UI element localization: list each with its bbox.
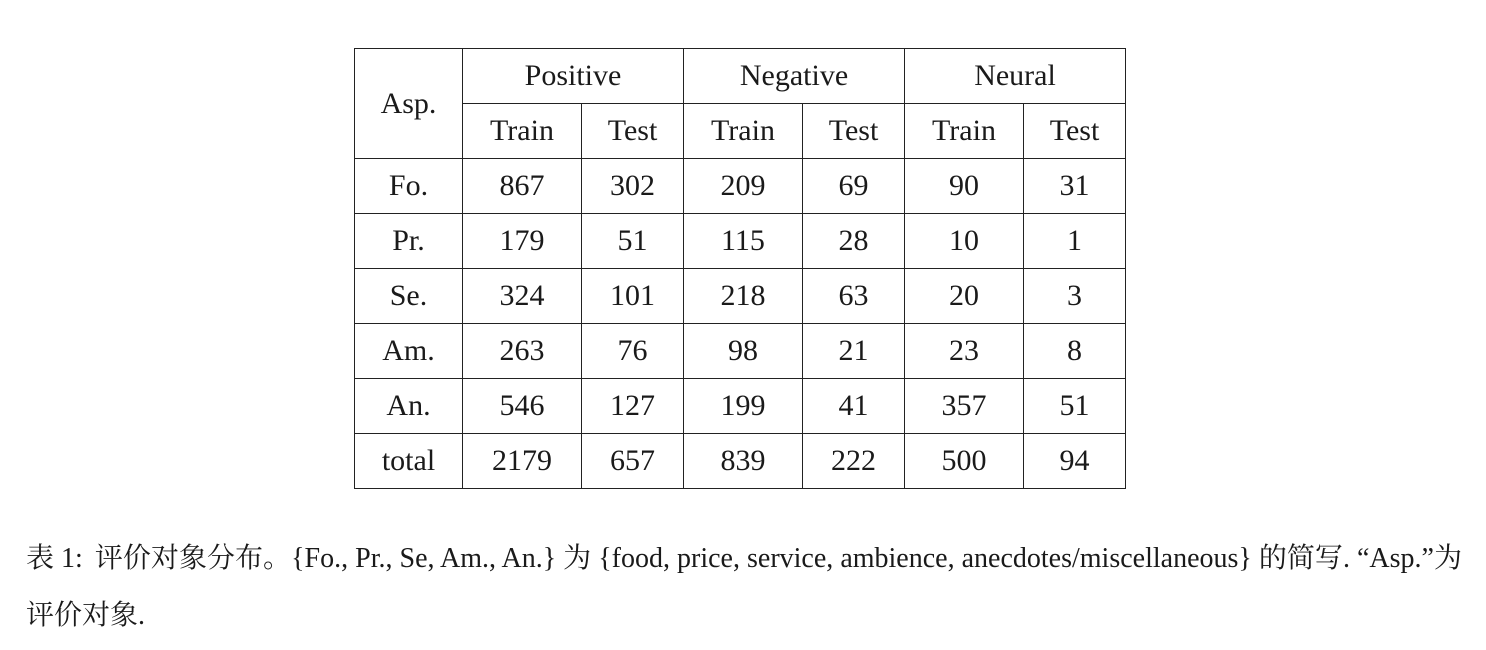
aspect-cell: Am.: [355, 324, 463, 379]
table-row-total: [355, 434, 1126, 489]
value-cell: 8: [1024, 324, 1126, 379]
value-cell: 209: [684, 159, 803, 214]
group-header-negative: Negative: [684, 49, 905, 104]
value-cell: 98: [684, 324, 803, 379]
group-header-positive: Positive: [463, 49, 684, 104]
aspect-cell: An.: [355, 379, 463, 434]
value-cell: 302: [582, 159, 684, 214]
value-cell: 127: [582, 379, 684, 434]
value-cell: 101: [582, 269, 684, 324]
value-cell: 218: [684, 269, 803, 324]
value-cell: 500: [905, 434, 1024, 489]
value-cell: 10: [905, 214, 1024, 269]
value-cell: 546: [463, 379, 582, 434]
value-cell: 263: [463, 324, 582, 379]
value-cell: 23: [905, 324, 1024, 379]
subheader-cell: Test: [582, 104, 684, 159]
value-cell: 1: [1024, 214, 1126, 269]
value-cell: 115: [684, 214, 803, 269]
value-cell: 21: [803, 324, 905, 379]
value-cell: 63: [803, 269, 905, 324]
value-cell: 867: [463, 159, 582, 214]
aspect-cell: Se.: [355, 269, 463, 324]
value-cell: 179: [463, 214, 582, 269]
value-cell: 222: [803, 434, 905, 489]
subheader-cell: Test: [1024, 104, 1126, 159]
value-cell: 51: [582, 214, 684, 269]
value-cell: 76: [582, 324, 684, 379]
subheader-cell: Train: [463, 104, 582, 159]
table-row: [355, 324, 1126, 379]
aspect-cell: Fo.: [355, 159, 463, 214]
value-cell: 20: [905, 269, 1024, 324]
aspect-column-header: Asp.: [355, 49, 463, 159]
value-cell: 324: [463, 269, 582, 324]
subheader-cell: Train: [684, 104, 803, 159]
caption-label: 表 1:: [26, 543, 83, 574]
value-cell: 28: [803, 214, 905, 269]
value-cell: 357: [905, 379, 1024, 434]
table-row: [355, 214, 1126, 269]
aspect-cell: Pr.: [355, 214, 463, 269]
table-subheader-row: [355, 104, 1126, 159]
subheader-cell: Train: [905, 104, 1024, 159]
value-cell: 31: [1024, 159, 1126, 214]
value-cell: 51: [1024, 379, 1126, 434]
value-cell: 2179: [463, 434, 582, 489]
value-cell: 3: [1024, 269, 1126, 324]
table-header-row: [355, 49, 1126, 104]
value-cell: 839: [684, 434, 803, 489]
value-cell: 94: [1024, 434, 1126, 489]
table-row: [355, 159, 1126, 214]
table-row: [355, 269, 1126, 324]
value-cell: 69: [803, 159, 905, 214]
table-caption: [26, 530, 1462, 644]
value-cell: 90: [905, 159, 1024, 214]
group-header-neural: Neural: [905, 49, 1126, 104]
value-cell: 657: [582, 434, 684, 489]
value-cell: 41: [803, 379, 905, 434]
table-row: [355, 379, 1126, 434]
caption-text: 评价对象分布。{Fo., Pr., Se, Am., An.} 为 {food, price, service, ambience, anecdotes/miscellaneous} 的简写. “Asp.”为评价对象.: [26, 543, 1462, 631]
aspect-distribution-table: [354, 48, 1126, 489]
aspect-cell: total: [355, 434, 463, 489]
subheader-cell: Test: [803, 104, 905, 159]
value-cell: 199: [684, 379, 803, 434]
